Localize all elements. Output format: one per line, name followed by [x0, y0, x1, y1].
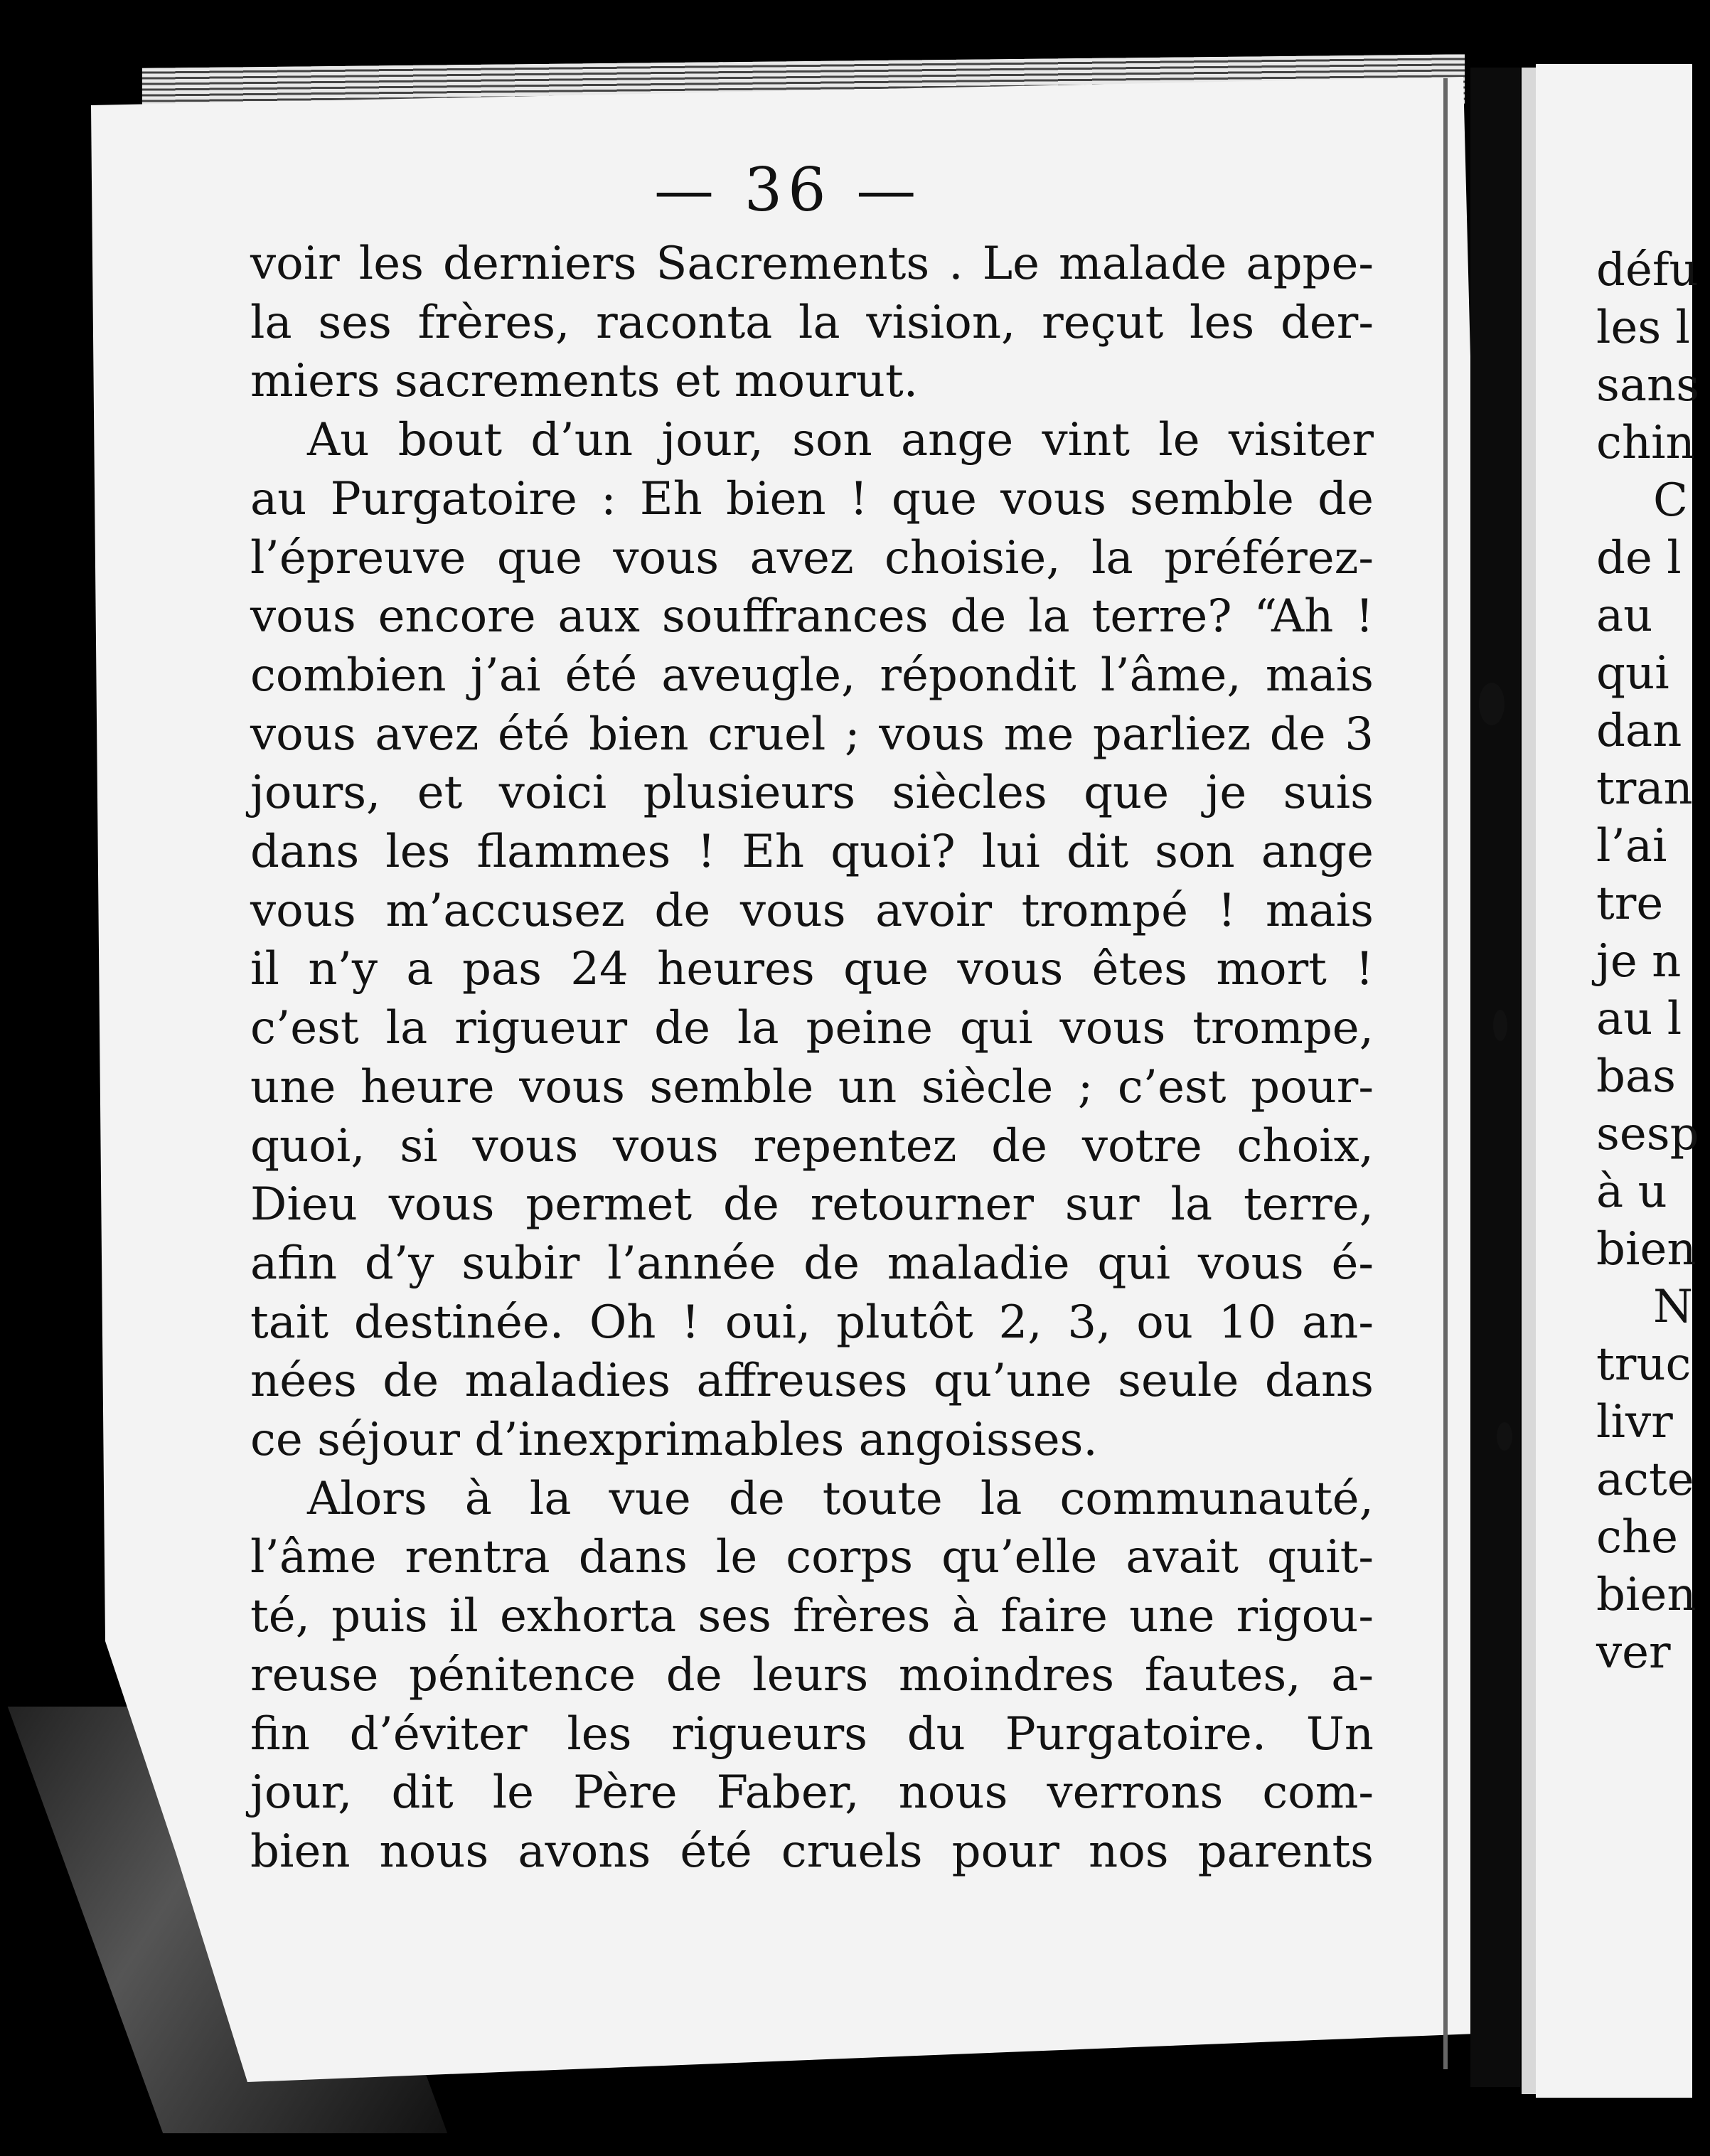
- text-fragment: bien: [1596, 1223, 1696, 1276]
- text-fragment: che: [1596, 1511, 1678, 1564]
- left-page-text: [250, 235, 1374, 1882]
- text-line: ce séjour d’inexprimables angoisses.: [250, 1414, 1098, 1467]
- text-fragment: les l: [1596, 301, 1690, 354]
- text-line: bien nous avons été cruels pour nos parents: [250, 1825, 1374, 1878]
- text-fragment: l’ai: [1596, 820, 1667, 872]
- text-line: il n’y a pas 24 heures que vous êtes mort !: [250, 943, 1374, 996]
- text-line: vous avez été bien cruel ; vous me parliez de 3: [250, 708, 1374, 761]
- binding-mark: [1493, 1010, 1507, 1041]
- text-line: reuse pénitence de leurs moindres fautes, a-: [250, 1648, 1374, 1702]
- text-fragment: dan: [1596, 705, 1682, 757]
- text-line: dans les flammes ! Eh quoi? lui dit son ange: [250, 826, 1374, 879]
- text-fragment: truc: [1596, 1338, 1692, 1391]
- text-line: afin d’y subir l’année de maladie qui vous é-: [250, 1237, 1374, 1290]
- text-fragment: au l: [1596, 993, 1682, 1045]
- text-fragment: C: [1653, 474, 1688, 527]
- text-line: l’âme rentra dans le corps qu’elle avait quit-: [250, 1531, 1374, 1584]
- right-page-text: [1596, 242, 1710, 1682]
- text-line: Alors à la vue de toute la communauté,: [307, 1472, 1374, 1525]
- text-fragment: je n: [1596, 935, 1682, 988]
- text-fragment: de l: [1596, 532, 1682, 585]
- text-fragment: acte: [1596, 1453, 1694, 1506]
- text-line: combien j’ai été aveugle, répondit l’âme, mais: [250, 649, 1374, 702]
- book-gutter: [1470, 68, 1520, 2087]
- text-line: nées de maladies affreuses qu’une seule dans: [250, 1355, 1374, 1408]
- text-fragment: bien: [1596, 1569, 1696, 1621]
- text-line: Dieu vous permet de retourner sur la terre,: [250, 1178, 1374, 1232]
- text-fragment: chin: [1596, 417, 1695, 469]
- text-line: té, puis il exhorta ses frères à faire une rigou-: [250, 1590, 1374, 1643]
- text-line: l’épreuve que vous avez choisie, la préférez-: [250, 531, 1374, 585]
- text-line: jour, dit le Père Faber, nous verrons com-: [250, 1766, 1374, 1820]
- text-fragment: livr: [1596, 1396, 1673, 1448]
- page-edge-line: [1443, 78, 1448, 2069]
- text-line: quoi, si vous vous repentez de votre choix,: [250, 1119, 1374, 1173]
- text-line: jours, et voici plusieurs siècles que je suis: [250, 767, 1374, 820]
- text-fragment: défu: [1596, 244, 1699, 297]
- text-fragment: au: [1596, 589, 1653, 642]
- text-line: la ses frères, raconta la vision, reçut les der-: [250, 296, 1374, 349]
- text-fragment: sesp: [1596, 1108, 1699, 1160]
- text-line: vous m’accusez de vous avoir trompé ! mais: [250, 884, 1374, 937]
- text-line: vous encore aux souffrances de la terre? “Ah !: [250, 590, 1374, 644]
- text-fragment: sans: [1596, 359, 1700, 412]
- binding-mark: [1497, 1422, 1512, 1451]
- text-line: Au bout d’un jour, son ange vint le visiter: [307, 414, 1374, 467]
- text-fragment: qui: [1596, 647, 1669, 700]
- text-line: miers sacrements et mourut.: [250, 355, 919, 408]
- text-fragment: N: [1653, 1281, 1693, 1333]
- text-fragment: tran: [1596, 762, 1693, 815]
- text-fragment: à u: [1596, 1165, 1667, 1218]
- text-fragment: tre: [1596, 877, 1664, 930]
- text-line: tait destinée. Oh ! oui, plutôt 2, 3, ou 10 an-: [250, 1296, 1374, 1349]
- text-line: au Purgatoire : Eh bien ! que vous semble de: [250, 472, 1374, 525]
- text-fragment: bas: [1596, 1050, 1676, 1103]
- page-number: — 36 —: [654, 155, 922, 225]
- text-line: voir les derniers Sacrements . Le malade appe-: [250, 238, 1374, 290]
- text-line: une heure vous semble un siècle ; c’est pour-: [250, 1060, 1374, 1114]
- text-fragment: ver: [1596, 1626, 1671, 1679]
- binding-mark: [1479, 683, 1505, 725]
- text-line: c’est la rigueur de la peine qui vous trompe,: [250, 1002, 1374, 1055]
- text-line: fin d’éviter les rigueurs du Purgatoire. Un: [250, 1707, 1374, 1761]
